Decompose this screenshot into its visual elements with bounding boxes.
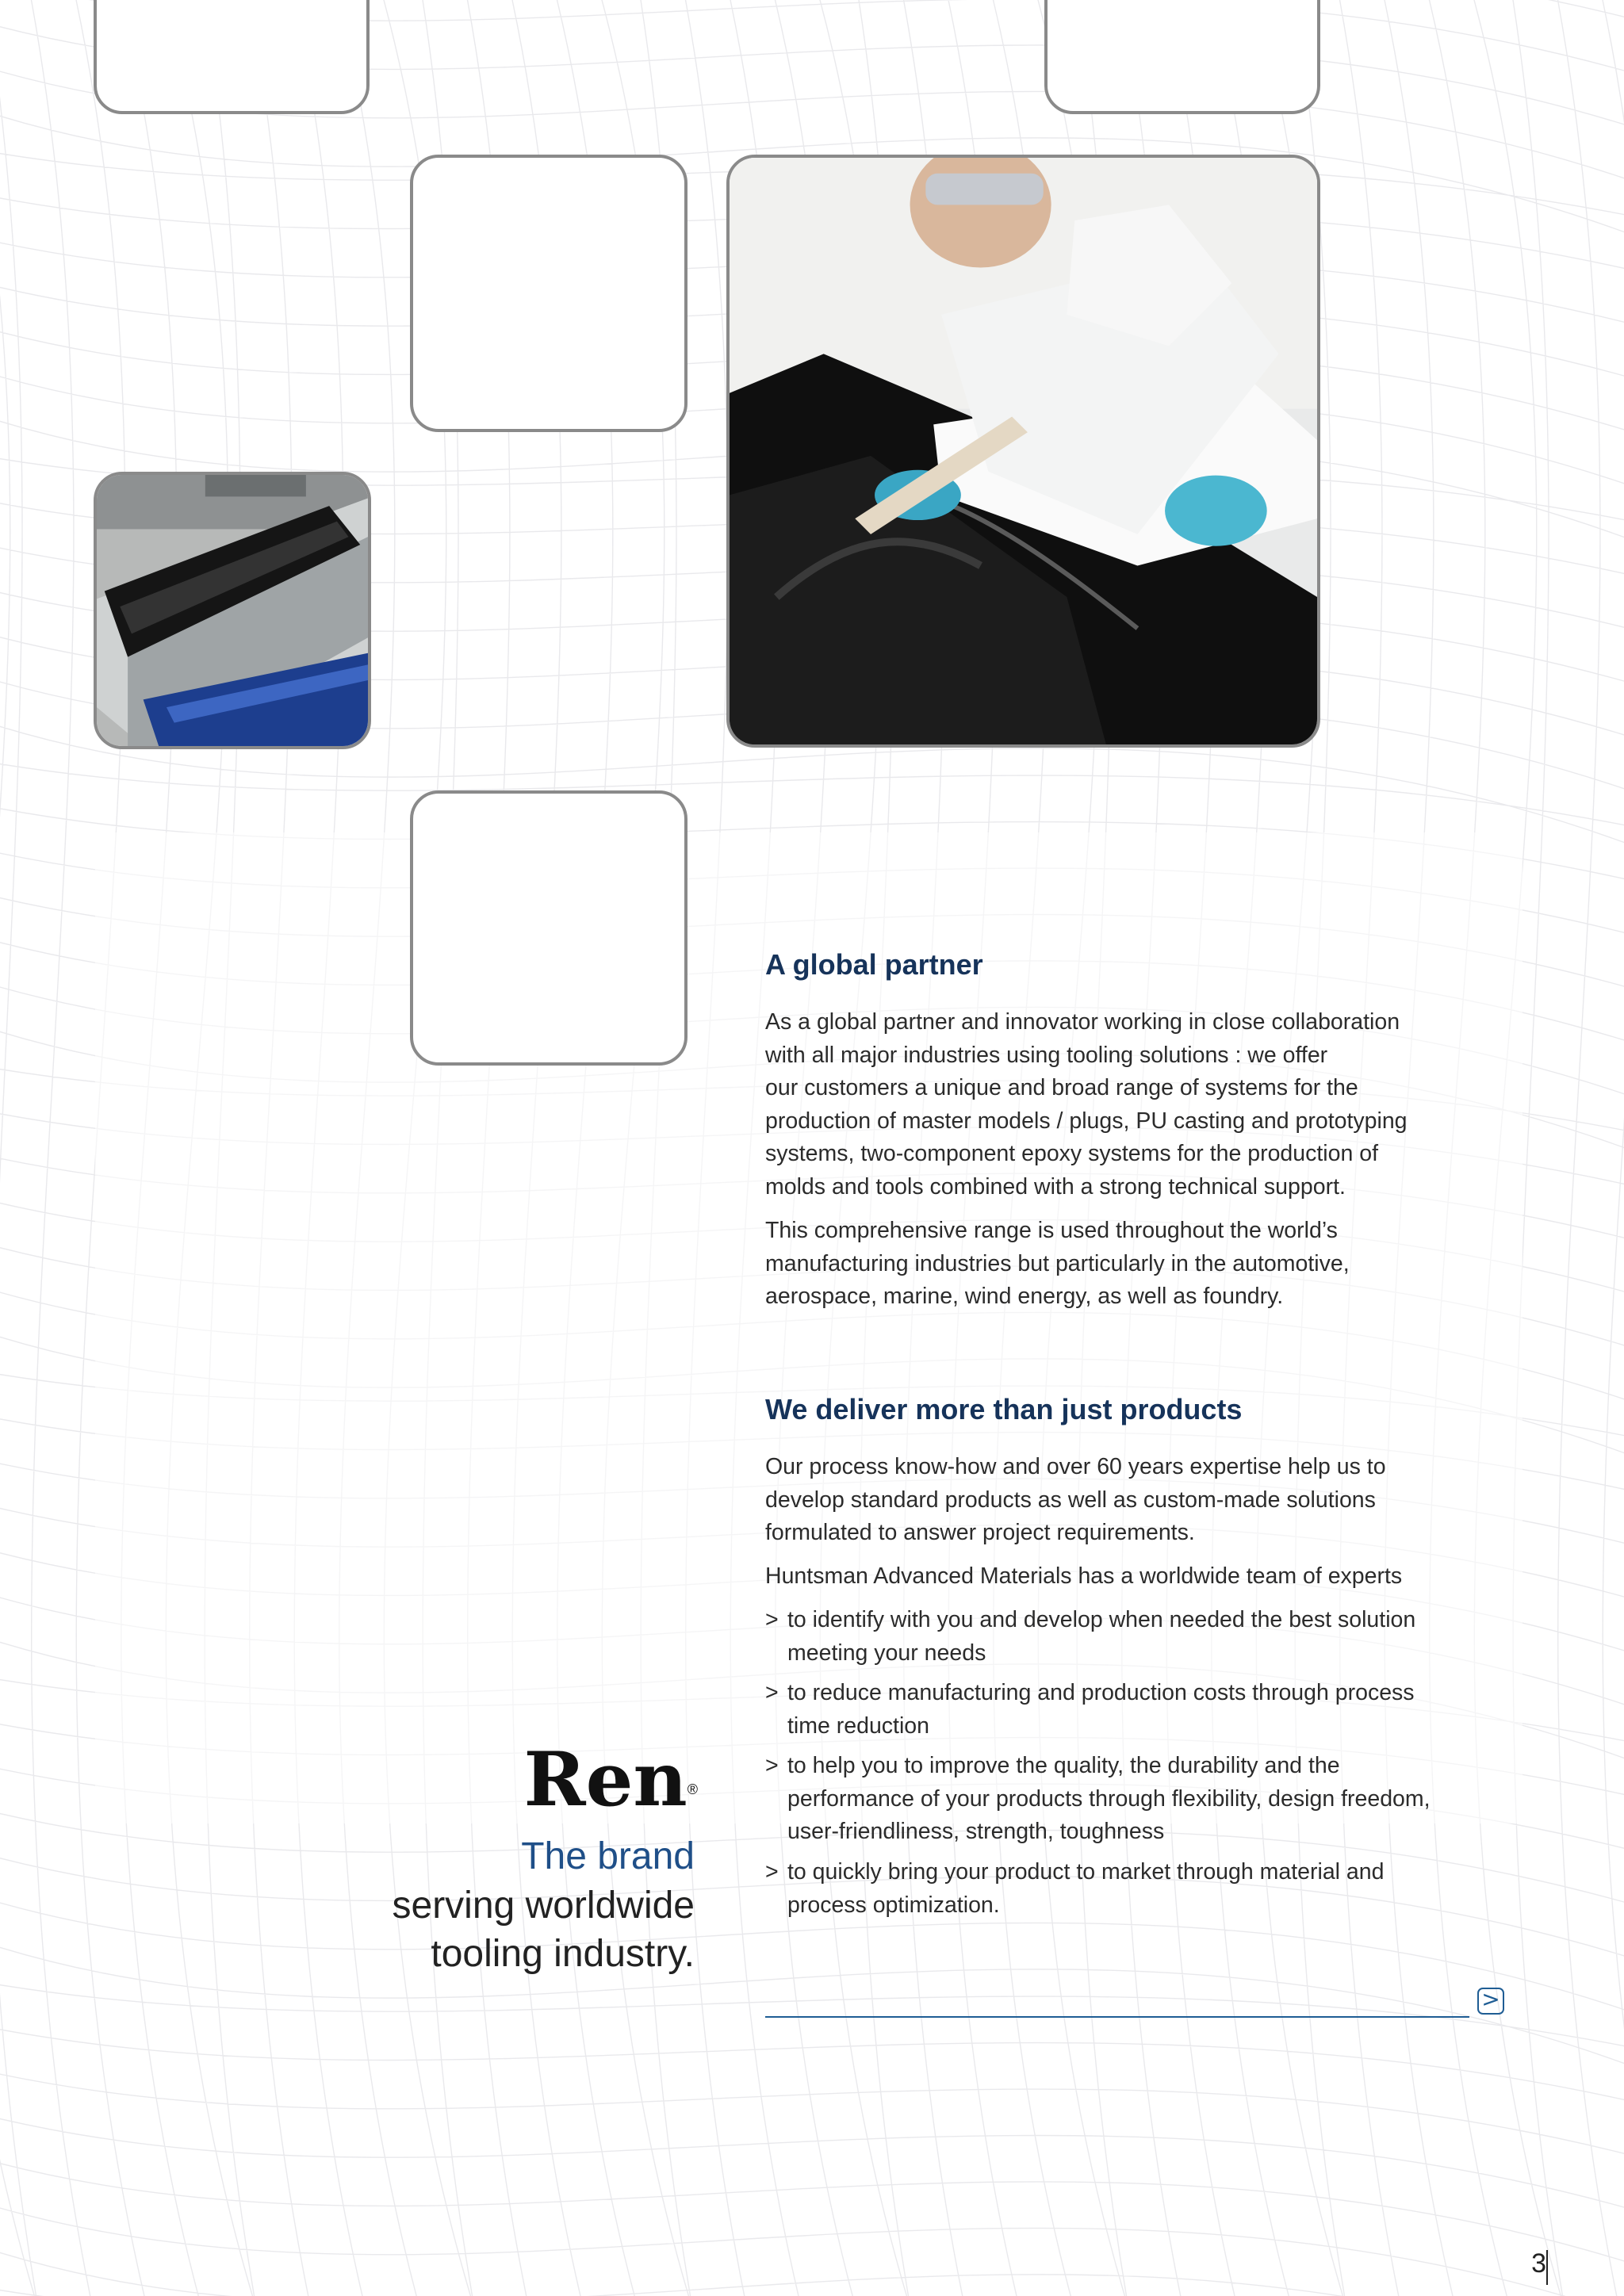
photo-technician-applying-resin xyxy=(726,155,1320,748)
brand-tagline-line1: The brand xyxy=(521,1835,695,1877)
page-number-divider xyxy=(1546,2250,1548,2285)
ren-brand-logo xyxy=(476,1736,698,1823)
paragraph-global-partner-industries: This comprehensive range is used throughout the world’s manufacturing industries but particularly in the automotive, aerospace, marine, wind energy, as well as foundry. xyxy=(765,1218,1350,1309)
bullet-text: to help you to improve the quality, the durability and the performance of your products through flexibility, design freedom, user-friendliness, strength, toughness xyxy=(787,1753,1431,1844)
empty-frame-lower xyxy=(410,790,688,1066)
bullet-item-reduce-costs xyxy=(765,1677,1479,1743)
brand-tagline-line3: tooling industry. xyxy=(431,1933,695,1975)
section-divider-rule xyxy=(765,2016,1469,2018)
empty-frame-middle xyxy=(410,155,688,432)
ren-logo-text: Ren xyxy=(523,1736,688,1823)
bullet-marker: > xyxy=(765,1753,779,1778)
paragraph-global-partner-intro: As a global partner and innovator working in close collaboration with all major industries using tooling solutions : we offer our customers a unique and broad range of systems for the production of master models / plugs, PU casting and prototyping systems, two-component epoxy systems for the production of molds and tools combined with a strong technical support. xyxy=(765,1009,1408,1200)
registered-mark: ® xyxy=(687,1781,698,1797)
bullet-item-improve-quality xyxy=(765,1750,1479,1849)
next-page-arrow-icon[interactable]: > xyxy=(1477,1988,1504,2015)
empty-frame-top-right xyxy=(1044,0,1320,114)
bullet-item-bring-to-market xyxy=(765,1856,1479,1922)
bullet-item-identify-solution xyxy=(765,1604,1479,1670)
paragraph-process-know-how: Our process know-how and over 60 years expertise help us to develop standard products as well as custom-made solutions formulated to answer project requirements. xyxy=(765,1454,1386,1545)
page-number: 3 xyxy=(1531,2248,1546,2279)
section-heading-deliver-more: We deliver more than just products xyxy=(765,1393,1243,1425)
section-heading-global-partner: A global partner xyxy=(765,948,983,981)
bullet-text: to quickly bring your product to market through material and process optimization. xyxy=(787,1859,1385,1918)
bullet-marker: > xyxy=(765,1680,779,1705)
bullet-marker: > xyxy=(765,1607,779,1632)
bullet-marker: > xyxy=(765,1859,779,1885)
photo-composite-mold xyxy=(94,472,371,749)
bullet-text: to reduce manufacturing and production costs through process time reduction xyxy=(787,1680,1415,1739)
paragraph-team-of-experts: Huntsman Advanced Materials has a worldwide team of experts xyxy=(765,1563,1403,1589)
empty-frame-top-left xyxy=(94,0,370,114)
brand-tagline-line2: serving worldwide xyxy=(392,1885,695,1927)
bullet-text: to identify with you and develop when needed the best solution meeting your needs xyxy=(787,1607,1416,1666)
